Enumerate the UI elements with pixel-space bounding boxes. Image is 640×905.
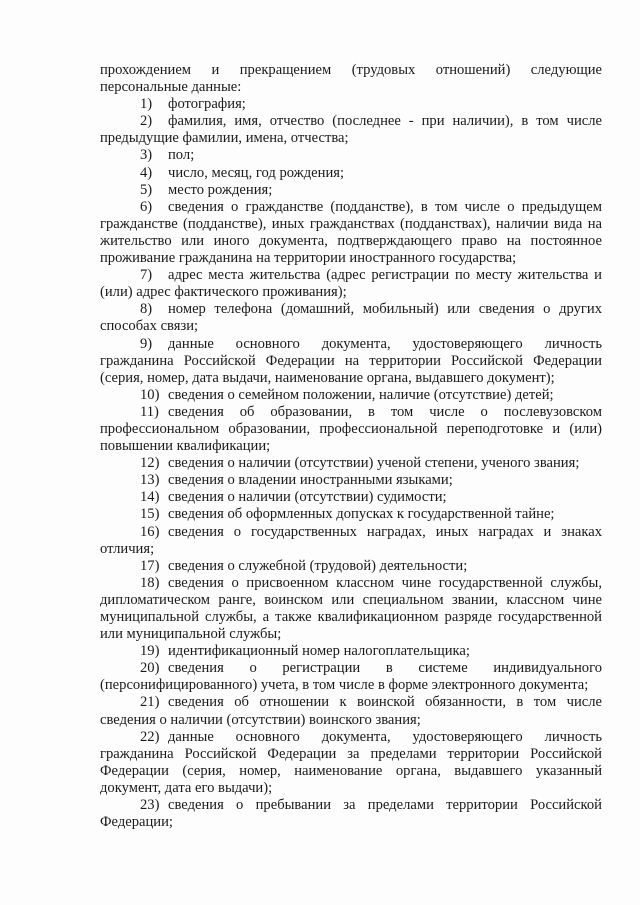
list-item-number: 6) xyxy=(140,198,153,215)
document-body xyxy=(100,62,602,831)
list-item xyxy=(100,199,602,267)
list-item-number: 21) xyxy=(140,694,160,711)
list-item-number: 3) xyxy=(140,147,153,164)
list-item-number: 8) xyxy=(140,301,153,318)
list-item xyxy=(100,506,602,523)
list-item-text: сведения об отношении к воинской обязанности, в том числе сведения о наличии (отсутствии) воинского звания; xyxy=(100,694,602,728)
intro-paragraph: прохождением и прекращением (трудовых отношений) следующие персональные данные: xyxy=(100,62,602,96)
list-item-text: пол; xyxy=(168,147,195,164)
list-item xyxy=(100,729,602,797)
list-item-text: номер телефона (домашний, мобильный) или сведения о других способах связи; xyxy=(100,301,602,335)
list-item-number: 22) xyxy=(140,728,160,745)
list-item-number: 9) xyxy=(140,335,153,352)
list-item-text: сведения об образовании, в том числе о послевузовском профессиональном образовании, профессиональной переподготовке и (или) повышении квалификации; xyxy=(100,403,602,455)
list-item-number: 10) xyxy=(140,386,160,403)
list-item xyxy=(100,558,602,575)
list-item-text: сведения о наличии (отсутствии) судимости; xyxy=(168,489,447,506)
list-item-text: сведения о служебной (трудовой) деятельности; xyxy=(168,557,468,574)
list-item-text: сведения о семейном положении, наличие (отсутствие) детей; xyxy=(168,386,554,403)
list-item xyxy=(100,660,602,694)
list-item-text: адрес места жительства (адрес регистрации по месту жительства и (или) адрес фактического проживания); xyxy=(100,267,602,301)
list-item xyxy=(100,96,602,113)
list-item xyxy=(100,182,602,199)
list-item-text: идентификационный номер налогоплательщика; xyxy=(168,643,470,660)
list-item-number: 18) xyxy=(140,574,160,591)
list-item-text: сведения о пребывании за пределами территории Российской Федерации; xyxy=(100,797,602,831)
list-item xyxy=(100,113,602,147)
list-item-number: 19) xyxy=(140,643,160,660)
list-item-text: место рождения; xyxy=(168,181,273,198)
list-item-number: 12) xyxy=(140,455,160,472)
list-item xyxy=(100,387,602,404)
list-item-text: сведения о присвоенном классном чине государственной службы, дипломатическом ранге, воинском или специальном звании, классном чине муниципальной службы, а также квалификационном разряде государственной или муниципальной службы; xyxy=(100,574,602,643)
list-item-text: сведения о наличии (отсутствии) ученой степени, ученого звания; xyxy=(168,455,580,472)
list-item-text: фамилия, имя, отчество (последнее - при наличии), в том числе предыдущие фамилии, имена, отчества; xyxy=(100,113,602,147)
list-item-text: сведения о регистрации в системе индивидуального (персонифицированного) учета, в том числе в форме электронного документа; xyxy=(100,660,602,694)
list-item xyxy=(100,643,602,660)
list-item-text: данные основного документа, удостоверяющего личность гражданина Российской Федерации за пределами территории Российской Федерации (серия, номер, наименование органа, выдавшего указанный документ, дата его выдачи); xyxy=(100,728,602,796)
list-item-text: сведения о государственных наградах, иных наградах и знаках отличия; xyxy=(100,523,602,557)
list-item xyxy=(100,472,602,489)
list-item-number: 4) xyxy=(140,164,153,181)
list-item-text: данные основного документа, удостоверяющего личность гражданина Российской Федерации на территории Российской Федерации (серия, номер, дата выдачи, наименование органа, выдавшего документ); xyxy=(100,335,602,386)
list-item-number: 23) xyxy=(140,797,160,814)
list-item-number: 16) xyxy=(140,523,160,540)
list-item-number: 11) xyxy=(140,403,159,420)
list-item xyxy=(100,165,602,182)
list-item xyxy=(100,267,602,301)
list-item-text: сведения о гражданстве (подданстве), в том числе о предыдущем гражданстве (подданстве), иных гражданствах (подданствах), наличии вида на жительство или иного документа, подтверждающего право на постоянное проживание гражданина на территории иностранного государства; xyxy=(100,198,602,267)
list-item-number: 5) xyxy=(140,181,153,198)
list-item xyxy=(100,797,602,831)
list-item xyxy=(100,455,602,472)
list-item-text: фотография; xyxy=(168,96,246,113)
list-item-text: сведения о владении иностранными языками; xyxy=(168,472,453,489)
list-item-number: 17) xyxy=(140,557,160,574)
list-item-number: 1) xyxy=(140,96,153,113)
list-item xyxy=(100,301,602,335)
list-item xyxy=(100,524,602,558)
list-item xyxy=(100,489,602,506)
list-item xyxy=(100,575,602,643)
list-item-number: 14) xyxy=(140,489,160,506)
list-item-text: сведения об оформленных допусках к государственной тайне; xyxy=(168,506,555,523)
list-item-number: 15) xyxy=(140,506,160,523)
list-item xyxy=(100,404,602,455)
list-item-number: 13) xyxy=(140,472,160,489)
list-item-number: 20) xyxy=(140,660,160,677)
list-item xyxy=(100,336,602,387)
list-item-text: число, месяц, год рождения; xyxy=(168,164,345,181)
list-item-number: 7) xyxy=(140,267,153,284)
list-item xyxy=(100,694,602,728)
personal-data-list xyxy=(100,96,602,831)
list-item xyxy=(100,147,602,164)
list-item-number: 2) xyxy=(140,113,153,130)
